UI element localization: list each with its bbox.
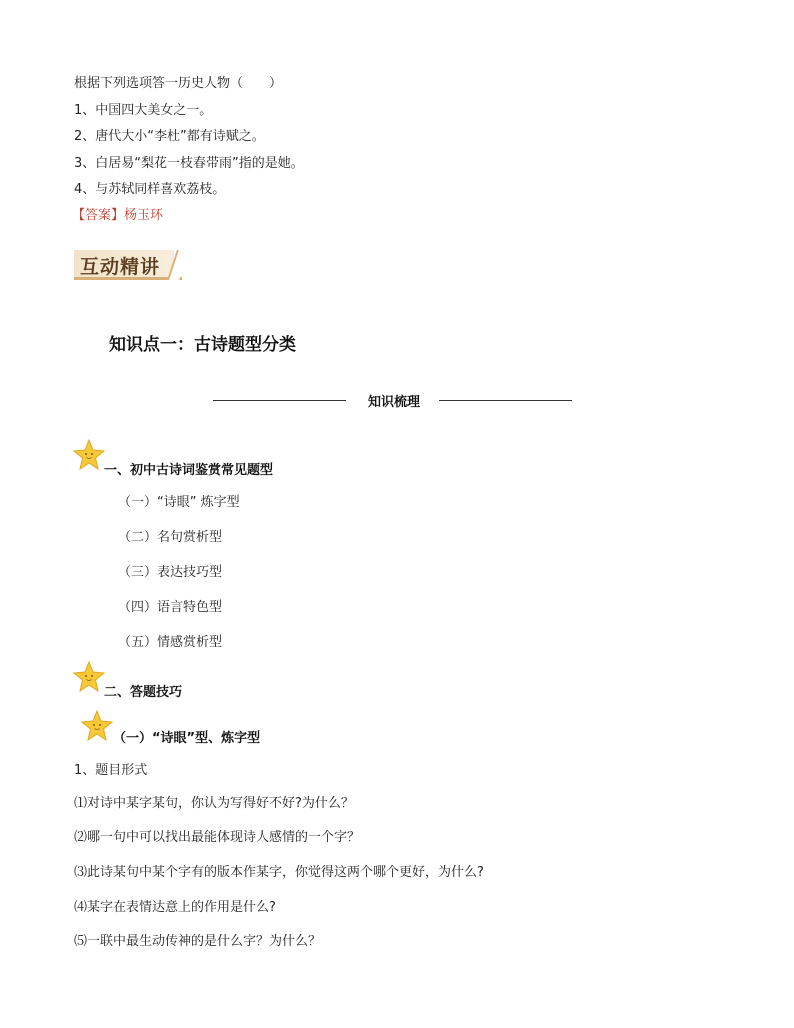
quiz-question: 根据下列选项答一历史人物（ ） [74, 76, 283, 91]
answer-value: 杨玉环 [124, 208, 164, 223]
divider-left-rule [213, 400, 346, 401]
section-two-heading: 二、答题技巧 [104, 685, 183, 700]
section-one-item-1: （一）“诗眼” 炼字型 [118, 495, 240, 510]
banner-label: 互动精讲 [80, 256, 161, 278]
section-one-heading: 一、初中古诗词鉴赏常见题型 [104, 463, 274, 478]
question-forms-label: 1、题目形式 [74, 763, 148, 778]
divider-label: 知识梳理 [368, 395, 421, 410]
section-one-item-5: （五）情感赏析型 [118, 635, 223, 650]
question-form-3: ⑶此诗某句中某个字有的版本作某字，你觉得这两个哪个更好，为什么? [74, 865, 484, 880]
section-one-item-3: （三）表达技巧型 [118, 565, 223, 580]
divider-right-rule [439, 400, 572, 401]
quiz-clue-3: 3、白居易“梨花一枝春带雨”指的是她。 [74, 156, 304, 171]
answer-tag: 【答案】 [72, 208, 125, 223]
section-banner [74, 250, 182, 280]
quiz-clue-2: 2、唐代大小“李杜”都有诗赋之。 [74, 129, 265, 144]
question-form-1: ⑴对诗中某字某句，你认为写得好不好?为什么？ [74, 796, 354, 811]
quiz-clue-1: 1、中国四大美女之一。 [74, 103, 213, 118]
section-one-item-2: （二）名句赏析型 [118, 530, 223, 545]
question-form-4: ⑷某字在表情达意上的作用是什么? [74, 900, 276, 915]
quiz-clue-4: 4、与苏轼同样喜欢荔枝。 [74, 182, 226, 197]
star-icon [72, 438, 106, 472]
section-one-item-4: （四）语言特色型 [118, 600, 223, 615]
question-form-2: ⑵哪一句中可以找出最能体现诗人感情的一个字？ [74, 830, 361, 845]
section-two-subheading: （一）“诗眼”型、炼字型 [113, 731, 261, 746]
question-form-5: ⑸一联中最生动传神的是什么字？为什么？ [74, 934, 322, 949]
knowledge-point-title: 知识点一：古诗题型分类 [109, 335, 296, 355]
star-icon [80, 709, 114, 743]
star-icon [72, 660, 106, 694]
quiz-answer [72, 207, 163, 225]
